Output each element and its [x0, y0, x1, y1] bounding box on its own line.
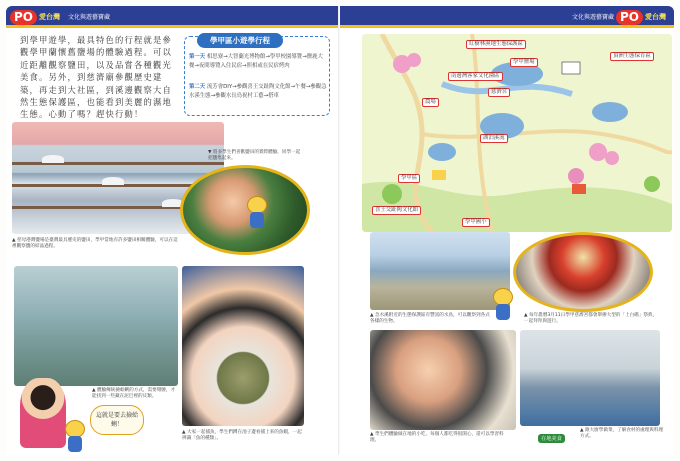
trip-day-1 [189, 53, 327, 71]
river-caption: ▲ 急水溪附近的生態保護區有豐富的水鳥，可以觀察到各式各樣的生物。 [370, 313, 490, 325]
map-label: 慈濟宮 [488, 88, 510, 97]
temple-caption: ▲ 每年農曆3月11日學甲慈濟宮都會舉辦大型的「上白礁」祭典，一起拜拜與遊行。 [524, 313, 658, 325]
section-title: 文化與遊藝寶藏 [68, 14, 111, 21]
trip-day-2 [189, 83, 327, 101]
salt-pan-caption: ▲ 慈母港灣鹽場是臺灣最具歷史的鹽田，學甲當地有許多鹽田相關體驗，可以在這裡觀察鹽的結晶過程。 [12, 238, 178, 250]
cooking-photo [520, 330, 660, 426]
trip-day-label: 第二天 [189, 84, 206, 90]
po-logo [616, 9, 666, 25]
header-stripe [6, 25, 340, 28]
right-header [340, 6, 674, 28]
map-label: 農場 [422, 98, 439, 107]
section-title: 文化與遊藝寶藏 [572, 14, 615, 21]
map-label: 喜王交趾陶文化館 [372, 206, 421, 215]
snack-caption: ▲ 學生們體驗做在地的小吃，每個人都吃得很開心，還可以學習料理。 [370, 432, 504, 444]
map-label: 學甲鹽場 [510, 58, 538, 67]
cooking-caption: ▲ 跟大廚學做菜，了解食材的處理與料理方式。 [580, 428, 664, 440]
po-logo-mark: PO [10, 10, 37, 25]
trip-day-text: 流芳會DIY→參觀喜王交趾陶文化館→午餐→參觀急水溪生態→參觀水長鳥祝村工藝→搭車 [189, 84, 327, 99]
food-tag: 在地美食 [538, 434, 565, 443]
mascot-icon [490, 288, 516, 322]
header-stripe [340, 25, 674, 28]
mascot-body [496, 304, 510, 320]
mascot-icon [244, 196, 270, 230]
logo-tag: 愛台灣 [645, 13, 666, 21]
clam-digging-caption: ▲ 體驗傳統撿蛤蜊的方式，需要彎腰，才能找到一些藏在泥巴裡的貝類。 [92, 388, 176, 400]
map-label: 學甲國小 [462, 218, 490, 227]
mascot-body [250, 212, 264, 228]
river-photo [370, 232, 510, 310]
mascot-icon [62, 420, 88, 454]
fish-catch-caption: ▲ 大家一起捕魚，學生們蹲在池子邊看捕上來的魚蝦，一起辨識「魚的種類」。 [182, 430, 302, 442]
snack-making-photo [370, 330, 516, 430]
kids-caption: ▼ 將多學生們喜歡鹽田的實際體驗，同學一起把鹽集起來。 [208, 150, 301, 162]
map-label: 學甲區 [398, 174, 420, 183]
trip-day-label: 第一天 [189, 54, 206, 60]
mascot-body [68, 436, 82, 452]
trip-title: 學甲區小遊學行程 [197, 33, 283, 48]
temple-festival-photo [513, 232, 653, 312]
xuejia-map [362, 34, 672, 232]
map-label: 頂洲生態保育區 [610, 52, 654, 61]
salt-heap [42, 155, 64, 163]
fish-catch-photo [182, 266, 304, 426]
map-label: 紅樹林濕地生態保護區 [466, 40, 526, 49]
intro-paragraph: 到學甲遊學，最具特色的行程就是參觀學甲蘭懷舊鹽場的體驗過程。可以近距離觀察鹽田，以及品嘗各種觀光美食。另外，到慈濟廟參觀歷史建築，再走到大社區，到溪邊觀察大自然生態保護區，也能看到美麗的濕地生態。心動了嗎？趕快行動！ [20, 35, 172, 120]
map-label: 湖泊溪流 [480, 134, 508, 143]
po-logo [10, 9, 60, 25]
girl-photo [20, 378, 66, 448]
logo-tag: 愛台灣 [39, 13, 60, 21]
trip-day-text: 相思寮→大智蘭光博物館→學甲校園導覽→鹽鹿大餐→夜間導覽入住民宿→照相或在民宿烤肉 [189, 54, 323, 69]
salt-heap [102, 177, 124, 185]
speech-bubble: 這就是要去撿蛤蜊！ [90, 405, 144, 435]
map-label: 南邊灣客家文化園區 [448, 72, 503, 81]
clam-digging-photo [14, 266, 178, 386]
po-logo-mark: PO [616, 10, 643, 25]
trip-itinerary-box [184, 36, 330, 116]
left-header [6, 6, 340, 28]
